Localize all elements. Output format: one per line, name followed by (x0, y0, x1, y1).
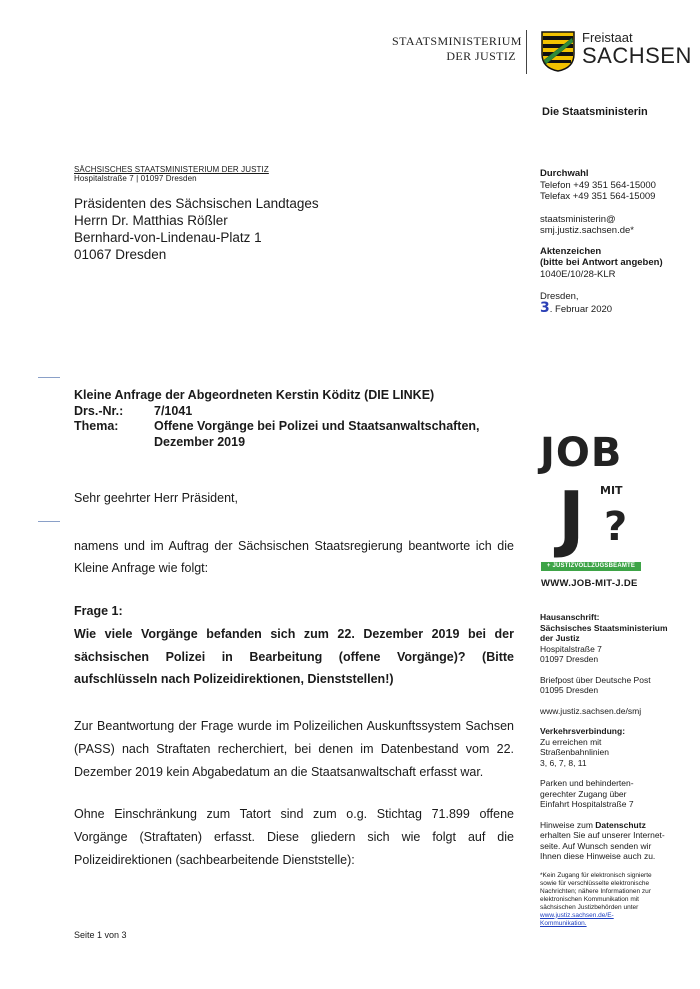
datenschutz-line-2: erhalten Sie auf unserer Internet- (540, 830, 665, 840)
datenschutz-pre: Hinweise zum (540, 819, 596, 830)
verkehr-line-3: 3, 6, 7, 8, 11 (540, 757, 587, 768)
verkehr-line-2: Straßenbahnlinien (540, 747, 609, 757)
ministry-line-2: DER JUSTIZ (446, 49, 516, 63)
drs-label: Drs.-Nr.: (74, 403, 124, 418)
e-kommunikation-link-2[interactable]: Kommunikation. (540, 919, 587, 927)
durchwahl-label: Durchwahl (540, 168, 589, 179)
frage-text: Wie viele Vorgänge befanden sich zum 22. Dezember 2019 bei der sächsischen Polizei in Bearbeitung (offene Vorgänge)? (Bitte aufschlüsseln nach Polizeidirektionen, Dienststellen!) (74, 627, 514, 686)
campaign-url[interactable]: WWW.JOB-MIT-J.DE (541, 578, 638, 589)
address-name-1: Sächsisches Staatsministerium (540, 622, 668, 633)
drs-value: 7/1041 (154, 403, 193, 418)
contact-block (540, 168, 663, 315)
intro-paragraph: namens und im Auftrag der Sächsischen Staatsregierung beantworte ich die Kleine Anfrage wie folgt: (74, 539, 514, 575)
parken-line-3: Einfahrt Hospitalstraße 7 (540, 799, 634, 809)
ministry-line-1: STAATSMINISTERIUM (392, 34, 522, 48)
web-address[interactable]: www.justiz.sachsen.de/smj (540, 705, 642, 716)
mit-word: MIT (600, 484, 623, 497)
recipient-line-3: Bernhard-von-Lindenau-Platz 1 (74, 230, 262, 245)
subject-title: Kleine Anfrage der Abgeordneten Kerstin Köditz (DIE LINKE) (74, 388, 435, 402)
address-block (540, 612, 668, 928)
note-line-4: elektronischen Kommunikation mit (540, 895, 639, 903)
sachsen-label: SACHSEN (582, 43, 692, 68)
address-street: Hospitalstraße 7 (540, 643, 602, 654)
page-number: Seite 1 von 3 (74, 930, 127, 940)
note-line-5: sächsischen Justizbehörden unter (540, 903, 639, 911)
e-kommunikation-link-1[interactable]: www.justiz.sachsen.de/E- (540, 911, 614, 919)
frage-label: Frage 1: (74, 604, 123, 618)
fold-mark-top (38, 377, 60, 378)
datenschutz-line-1 (540, 820, 668, 831)
email-line-2: smj.justiz.sachsen.de* (540, 225, 634, 236)
note-line-2: sowie für verschlüsselte elektronische (540, 879, 650, 887)
verkehr-line-1: Zu erreichen mit (540, 736, 602, 747)
question-mark: ? (604, 504, 628, 550)
fold-mark-middle (38, 521, 60, 522)
address-name-2: der Justiz (540, 633, 580, 643)
job-word: JOB (540, 430, 623, 476)
sender-line (74, 165, 269, 183)
freistaat-label: Freistaat (582, 30, 633, 45)
logo-divider (526, 30, 527, 74)
datum-rest: . Februar 2020 (549, 303, 613, 315)
post-city: 01095 Dresden (540, 685, 599, 695)
telefax: Telefax +49 351 564-15009 (540, 191, 656, 202)
recipient-line-1: Präsidenten des Sächsischen Landtages (74, 196, 319, 211)
salutation: Sehr geehrter Herr Präsident, (74, 491, 238, 505)
post-label: Briefpost über Deutsche Post (540, 674, 651, 685)
sender-name: SÄCHSISCHES STAATSMINISTERIUM DER JUSTIZ (74, 165, 269, 174)
big-j: J (558, 476, 585, 560)
drs-row (74, 404, 480, 420)
sender-address: Hospitalstraße 7 | 01097 Dresden (74, 174, 197, 183)
datenschutz-bold: Datenschutz (595, 819, 646, 830)
recipient-line-2: Herrn Dr. Matthias Rößler (74, 213, 228, 228)
aktenzeichen-hint: (bitte bei Antwort angeben) (540, 257, 663, 268)
datum (540, 299, 663, 316)
thema-row (74, 419, 480, 435)
datenschutz-line-3: seite. Auf Wunsch senden wir (540, 840, 652, 851)
datenschutz-line-4: Ihnen diese Hinweise auch zu. (540, 851, 656, 861)
thema-line-1: Offene Vorgänge bei Polizei und Staatsanwaltschaften, (154, 419, 480, 433)
subject-block (74, 388, 480, 450)
recipient-line-4: 01067 Dresden (74, 247, 167, 262)
ministry-name (392, 34, 522, 64)
note-line-3: Nachrichten; nähere Informationen zur (540, 887, 651, 895)
job-mit-j-logo (540, 430, 648, 562)
thema-line-2: Dezember 2019 (154, 434, 246, 449)
campaign-banner: + JUSTIZVOLLZUGSBEAMTE (541, 562, 641, 571)
hausanschrift-label: Hausanschrift: (540, 612, 600, 622)
verkehr-label: Verkehrsverbindung: (540, 726, 626, 736)
parken-line-1: Parken und behinderten- (540, 778, 634, 788)
recipient-address (74, 195, 319, 263)
email-line-1: staatsministerin@ (540, 213, 616, 225)
saxony-crest-icon (540, 30, 576, 72)
handwritten-day: 3 (540, 299, 550, 316)
ort: Dresden, (540, 291, 579, 302)
thema-label: Thema: (74, 419, 119, 433)
aktenzeichen-value: 1040E/10/28-KLR (540, 268, 616, 280)
telefon: Telefon +49 351 564-15000 (540, 179, 656, 191)
answer-paragraph-2: Ohne Einschränkung zum Tatort sind zum o.g. Stichtag 71.899 offene Vorgänge (Straftaten) erfasst. Diese gliedern sich wie folgt auf die Polizeidirektionen (sachbearbeitende Dienststelle): (74, 807, 514, 867)
answer-paragraph-1: Zur Beantwortung der Frage wurde im Polizeilichen Auskunftssystem Sachsen (PASS) nach Straftaten recherchiert, bei denen im Datenbestand vom 22. Dezember 2019 kein Abgabedatum an die Staatsanwaltschaft erfasst war. (74, 719, 514, 779)
side-title: Die Staatsministerin (542, 106, 648, 118)
thema-row-2 (74, 435, 480, 451)
note-line-1: *Kein Zugang für elektronisch signierte (540, 871, 652, 879)
address-city: 01097 Dresden (540, 654, 599, 664)
aktenzeichen-label: Aktenzeichen (540, 245, 602, 257)
parken-line-2: gerechter Zugang über (540, 788, 627, 799)
